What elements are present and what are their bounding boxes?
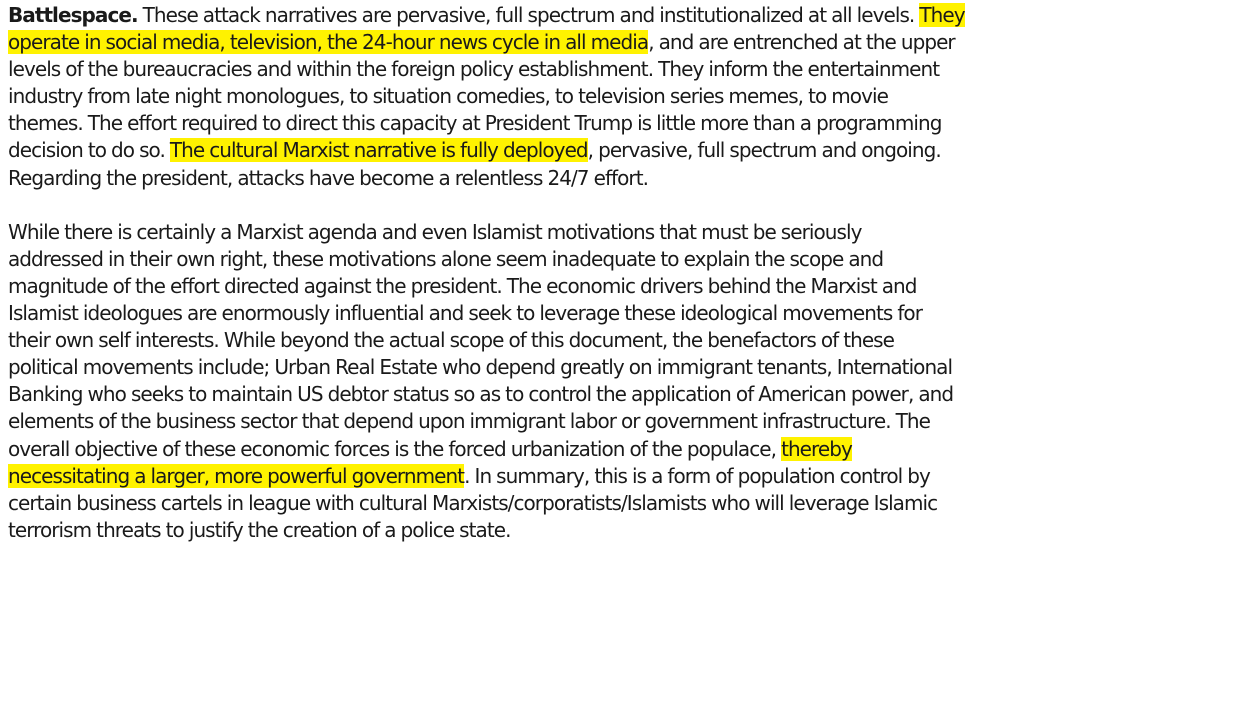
text-line: operate in social media, television, the 24-hour news cycle in all media, and are entrenched at the upper [8, 30, 955, 55]
text-line: addressed in their own right, these motivations alone seem inadequate to explain the scope and [8, 246, 884, 271]
text-line: While there is certainly a Marxist agenda and even Islamist motivations that must be seriously [8, 219, 862, 244]
section-heading: Battlespace. [8, 3, 138, 27]
text-line: themes. The effort required to direct this capacity at President Trump is little more than a programming [8, 111, 942, 136]
text-line: certain business cartels in league with cultural Marxists/corporatists/Islamists who will leverage Islamic [8, 490, 938, 515]
text-line: their own self interests. While beyond the actual scope of this document, the benefactors of these [8, 328, 895, 353]
text-line: Battlespace. These attack narratives are pervasive, full spectrum and institutionalized at all levels. They [8, 3, 965, 27]
paragraph-economic-drivers [8, 219, 1230, 544]
highlighted-text: necessitating a larger, more powerful government [8, 463, 465, 488]
text-line: Regarding the president, attacks have become a relentless 24/7 effort. [8, 165, 648, 190]
text-line: levels of the bureaucracies and within the foreign policy establishment. They inform the entertainment [8, 57, 940, 82]
document-page [8, 2, 1230, 544]
text-line: necessitating a larger, more powerful government. In summary, this is a form of population control by [8, 463, 930, 488]
paragraph-spacer [8, 192, 1230, 219]
text-line: industry from late night monologues, to situation comedies, to television series memes, to movie [8, 84, 888, 109]
text-line: magnitude of the effort directed against the president. The economic drivers behind the Marxist and [8, 273, 917, 298]
text-line: terrorism threats to justify the creation of a police state. [8, 517, 511, 542]
text-line: overall objective of these economic forces is the forced urbanization of the populace, thereby [8, 436, 852, 461]
paragraph-battlespace [8, 2, 1230, 192]
text-line: elements of the business sector that depend upon immigrant labor or government infrastructure. The [8, 409, 930, 434]
highlighted-text: They [919, 3, 965, 27]
text-line: Islamist ideologues are enormously influential and seek to leverage these ideological movements for [8, 301, 922, 326]
text-line: decision to do so. The cultural Marxist narrative is fully deployed, pervasive, full spectrum and ongoing. [8, 138, 941, 163]
highlighted-text: operate in social media, television, the 24-hour news cycle in all media [8, 30, 649, 55]
text-line: political movements include; Urban Real Estate who depend greatly on immigrant tenants, International [8, 355, 953, 380]
highlighted-text: thereby [781, 436, 852, 461]
text-line: Banking who seeks to maintain US debtor status so as to control the application of American power, and [8, 382, 954, 407]
highlighted-text: The cultural Marxist narrative is fully deployed [169, 138, 588, 163]
